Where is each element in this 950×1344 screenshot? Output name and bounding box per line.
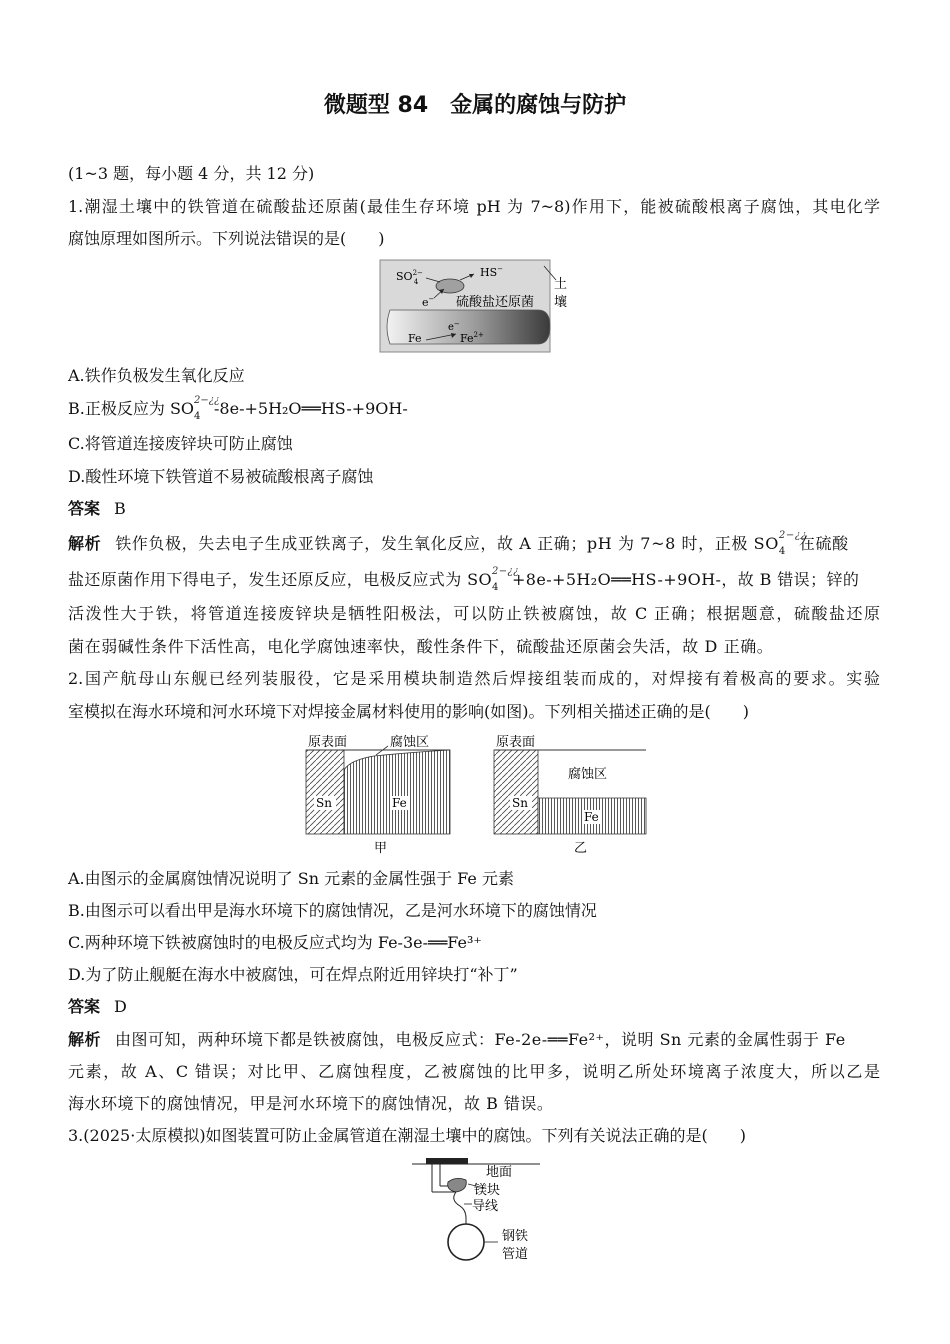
sn-block-yi <box>494 750 538 834</box>
sulfate-ion: SO 2−¿¿ 4 <box>169 395 220 422</box>
q2-option-c: C.两种环境下铁被腐蚀时的电极反应式均为 Fe-3e-══Fe³⁺ <box>68 933 482 952</box>
fe2-label: $Fe^{2+}$ <box>460 331 484 345</box>
hs-label: HS− <box>480 265 504 279</box>
soil-label-1: 土 <box>554 277 568 292</box>
soil-label-2: 壤 <box>554 295 568 310</box>
sulfate-ion: SO 2−¿¿ 4 <box>467 566 520 593</box>
sn-label-yi: Sn <box>512 796 528 810</box>
q2-analysis-line-1: 解析 由图可知，两种环境下都是铁被腐蚀，电极反应式：Fe-2e-══Fe²⁺，说明 Sn 元素的金属性弱于 Fe <box>68 1030 846 1049</box>
q1-option-c: C.将管道连接废锌块可防止腐蚀 <box>68 434 293 453</box>
q3-stem: 3.(2025·太原模拟)如图装置可防止金属管道在潮湿土壤中的腐蚀。下列有关说法正确的是( ) <box>68 1126 747 1145</box>
q2-analysis-line-2: 元素，故 A、C 错误；对比甲、乙腐蚀程度，乙被腐蚀的比甲多，说明乙所处环境离子浓度大，所以乙是 <box>68 1062 880 1081</box>
sulfate-ion: SO 2−¿¿ 4 <box>753 530 807 557</box>
q2-figure <box>304 730 650 858</box>
fe-label: Fe <box>408 332 422 345</box>
q1-option-a: A.铁作负极发生氧化反应 <box>68 366 245 385</box>
wire-label: 导线 <box>472 1199 499 1214</box>
magnesium-label: 镁块 <box>474 1183 501 1198</box>
q3-figure <box>410 1156 550 1268</box>
ground-label: 地面 <box>486 1165 513 1180</box>
score-note: (1~3 题，每小题 4 分，共 12 分) <box>68 164 315 183</box>
fe-electron-label: e− <box>448 320 460 333</box>
q2-option-a: A.由图示的金属腐蚀情况说明了 Sn 元素的金属性强于 Fe 元素 <box>68 869 514 888</box>
q1-stem-line-1: 1.潮湿土壤中的铁管道在硫酸盐还原菌(最佳生存环境 pH 为 7~8)作用下，能被硫酸根离子腐蚀，其电化学 <box>68 197 880 216</box>
q2-option-b: B.由图示可以看出甲是海水环境下的腐蚀情况，乙是河水环境下的腐蚀情况 <box>68 901 597 920</box>
electron-label: e− <box>422 295 435 309</box>
q1-analysis-line-3: 活泼性大于铁，将管道连接废锌块是牺牲阳极法，可以防止铁被腐蚀，故 C 正确；根据题意，硫酸盐还原 <box>68 604 880 623</box>
pipe-label-2: 管道 <box>502 1247 529 1262</box>
q1-analysis-line-4: 菌在弱碱性条件下活性高，电化学腐蚀速率快，酸性条件下，硫酸盐还原菌会失活，故 D 正确。 <box>68 637 774 656</box>
panel-yi <box>494 735 646 856</box>
steel-pipe <box>448 1224 484 1260</box>
sn-block-jia <box>306 750 344 834</box>
panel-jia <box>306 734 450 856</box>
q1-answer: 答案 B <box>68 499 126 518</box>
q1-analysis-line-2: 盐还原菌作用下得电子，发生还原反应，电极反应式为 SO 2−¿¿ 4 +8e-+5H₂O══HS-+9OH-，故 B 错误；锌的 <box>68 566 860 593</box>
q2-answer: 答案 D <box>68 997 127 1016</box>
zone-label-jia: 腐蚀区 <box>390 735 430 750</box>
sn-label-jia: Sn <box>316 796 332 810</box>
q1-option-d: D.酸性环境下铁管道不易被硫酸根离子腐蚀 <box>68 467 374 486</box>
zone-label-yi: 腐蚀区 <box>568 767 608 782</box>
surface-label-yi: 原表面 <box>496 735 536 750</box>
q1-option-b: B.正极反应为 SO 2−¿¿ 4 -8e-+5H₂O══HS-+9OH- <box>68 395 408 422</box>
q2-stem-line-2: 室模拟在海水环境和河水环境下对焊接金属材料使用的影响(如图)。下列相关描述正确的是( ) <box>68 702 749 721</box>
magnesium-block <box>448 1178 467 1192</box>
surface-label-jia: 原表面 <box>308 735 348 750</box>
sulfate-label: $SO^{2-}$ 4 <box>396 269 423 286</box>
q2-stem-line-1: 2.国产航母山东舰已经列装服役，它是采用模块制造然后焊接组装而成的，对焊接有着极高的要求。实验 <box>68 669 880 688</box>
fe-block-jia <box>344 750 450 834</box>
pipe-label-1: 钢铁 <box>502 1229 529 1244</box>
fe-label-yi: Fe <box>584 810 599 824</box>
q2-analysis-line-3: 海水环境下的腐蚀情况，甲是河水环境下的腐蚀情况，故 B 错误。 <box>68 1094 554 1113</box>
caption-yi: 乙 <box>574 841 588 856</box>
fe-label-jia: Fe <box>392 796 407 810</box>
ground-cover <box>426 1158 468 1164</box>
q1-stem-line-2: 腐蚀原理如图所示。下列说法错误的是( ) <box>68 229 385 248</box>
q1-analysis-line-1: 解析 铁作负极，失去电子生成亚铁离子，发生氧化反应，故 A 正确；pH 为 7~8 时，正极 SO 2−¿¿ 4 在硫酸 <box>68 530 849 557</box>
q1-figure <box>378 258 574 354</box>
wire <box>454 1192 466 1218</box>
bacteria-label: 硫酸盐还原菌 <box>456 295 535 310</box>
page-title: 微题型 84 金属的腐蚀与防护 <box>323 93 627 118</box>
q2-option-d: D.为了防止舰艇在海水中被腐蚀，可在焊点附近用锌块打“补丁” <box>68 965 518 984</box>
caption-jia: 甲 <box>374 841 388 856</box>
